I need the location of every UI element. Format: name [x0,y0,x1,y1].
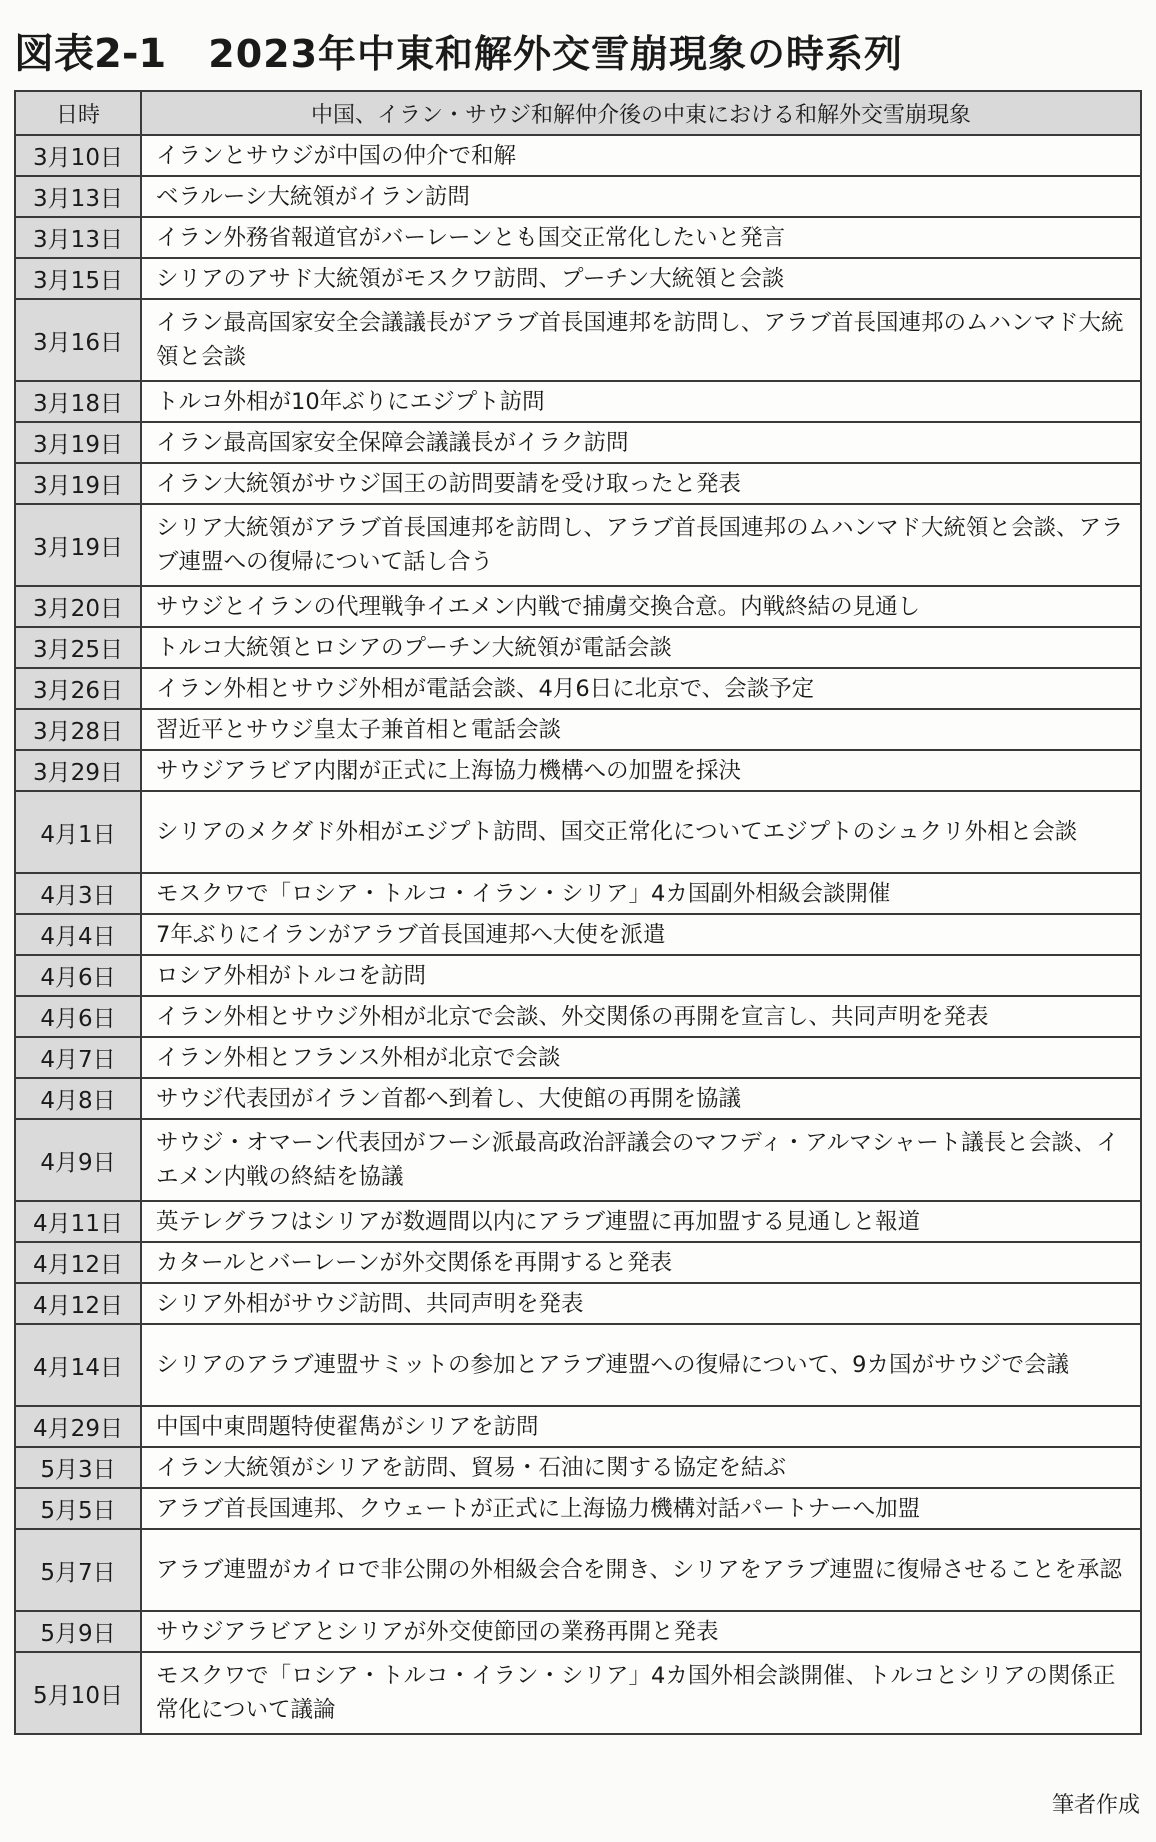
event-cell: モスクワで「ロシア・トルコ・イラン・シリア」4カ国副外相級会談開催 [141,873,1141,914]
table-row [15,996,1141,1037]
date-cell: 5月7日 [15,1529,141,1611]
event-cell: シリア外相がサウジ訪問、共同声明を発表 [141,1283,1141,1324]
event-cell: イラン外相とサウジ外相が北京で会談、外交関係の再開を宣言し、共同声明を発表 [141,996,1141,1037]
table-row [15,258,1141,299]
table-row [15,1611,1141,1652]
date-cell: 4月3日 [15,873,141,914]
event-cell: 中国中東問題特使翟雋がシリアを訪問 [141,1406,1141,1447]
date-cell: 3月29日 [15,750,141,791]
table-row [15,1447,1141,1488]
table-row [15,1324,1141,1406]
date-cell: 5月3日 [15,1447,141,1488]
figure-caption: 2023年中東和解外交雪崩現象の時系列 [208,31,904,76]
table-row [15,1406,1141,1447]
event-cell: ベラルーシ大統領がイラン訪問 [141,176,1141,217]
table-row [15,1201,1141,1242]
event-cell: イラン大統領がサウジ国王の訪問要請を受け取ったと発表 [141,463,1141,504]
event-cell: シリアのメクダド外相がエジプト訪問、国交正常化についてエジプトのシュクリ外相と会談 [141,791,1141,873]
table-row [15,586,1141,627]
date-cell: 4月29日 [15,1406,141,1447]
event-cell: イラン外相とサウジ外相が電話会談、4月6日に北京で、会談予定 [141,668,1141,709]
table-row [15,1652,1141,1734]
date-cell: 3月10日 [15,135,141,176]
event-cell: トルコ大統領とロシアのプーチン大統領が電話会談 [141,627,1141,668]
table-row [15,217,1141,258]
table-header-row [15,91,1141,135]
source-credit: 筆者作成 [1051,1793,1140,1818]
table-row [15,914,1141,955]
date-cell: 3月28日 [15,709,141,750]
date-cell: 3月18日 [15,381,141,422]
timeline-body [15,135,1141,1734]
table-row [15,668,1141,709]
event-cell: サウジ代表団がイラン首都へ到着し、大使館の再開を協議 [141,1078,1141,1119]
event-cell: シリア大統領がアラブ首長国連邦を訪問し、アラブ首長国連邦のムハンマド大統領と会談、アラブ連盟への復帰について話し合う [141,504,1141,586]
date-cell: 4月12日 [15,1283,141,1324]
event-cell: 7年ぶりにイランがアラブ首長国連邦へ大使を派遣 [141,914,1141,955]
date-cell: 3月26日 [15,668,141,709]
date-cell: 3月16日 [15,299,141,381]
table-row [15,176,1141,217]
header-event: 中国、イラン・サウジ和解仲介後の中東における和解外交雪崩現象 [141,91,1141,135]
table-row [15,1242,1141,1283]
event-cell: モスクワで「ロシア・トルコ・イラン・シリア」4カ国外相会談開催、トルコとシリアの関係正常化について議論 [141,1652,1141,1734]
date-cell: 4月12日 [15,1242,141,1283]
date-cell: 3月13日 [15,217,141,258]
event-cell: 英テレグラフはシリアが数週間以内にアラブ連盟に再加盟する見通しと報道 [141,1201,1141,1242]
event-cell: シリアのアラブ連盟サミットの参加とアラブ連盟への復帰について、9カ国がサウジで会議 [141,1324,1141,1406]
date-cell: 3月19日 [15,463,141,504]
table-row [15,873,1141,914]
date-cell: 3月20日 [15,586,141,627]
date-cell: 5月10日 [15,1652,141,1734]
event-cell: トルコ外相が10年ぶりにエジプト訪問 [141,381,1141,422]
table-row [15,627,1141,668]
date-cell: 3月25日 [15,627,141,668]
date-cell: 4月1日 [15,791,141,873]
table-row [15,504,1141,586]
table-row [15,1283,1141,1324]
event-cell: イラン外相とフランス外相が北京で会談 [141,1037,1141,1078]
event-cell: イラン大統領がシリアを訪問、貿易・石油に関する協定を結ぶ [141,1447,1141,1488]
table-row [15,422,1141,463]
table-row [15,1078,1141,1119]
table-row [15,1037,1141,1078]
date-cell: 4月9日 [15,1119,141,1201]
table-row [15,135,1141,176]
table-row [15,750,1141,791]
event-cell: アラブ首長国連邦、クウェートが正式に上海協力機構対話パートナーへ加盟 [141,1488,1141,1529]
event-cell: サウジアラビア内閣が正式に上海協力機構への加盟を採決 [141,750,1141,791]
date-cell: 3月19日 [15,422,141,463]
date-cell: 4月6日 [15,996,141,1037]
event-cell: サウジアラビアとシリアが外交使節団の業務再開と発表 [141,1611,1141,1652]
date-cell: 4月14日 [15,1324,141,1406]
event-cell: シリアのアサド大統領がモスクワ訪問、プーチン大統領と会談 [141,258,1141,299]
event-cell: アラブ連盟がカイロで非公開の外相級会合を開き、シリアをアラブ連盟に復帰させることを承認 [141,1529,1141,1611]
date-cell: 4月7日 [15,1037,141,1078]
event-cell: イラン外務省報道官がバーレーンとも国交正常化したいと発言 [141,217,1141,258]
timeline-table [14,90,1142,1735]
figure-title [14,22,903,78]
date-cell: 4月4日 [15,914,141,955]
event-cell: イラン最高国家安全会議議長がアラブ首長国連邦を訪問し、アラブ首長国連邦のムハンマド大統領と会談 [141,299,1141,381]
table-row [15,1529,1141,1611]
date-cell: 3月15日 [15,258,141,299]
date-cell: 5月5日 [15,1488,141,1529]
header-date: 日時 [15,91,141,135]
table-row [15,709,1141,750]
date-cell: 3月13日 [15,176,141,217]
table-row [15,381,1141,422]
date-cell: 5月9日 [15,1611,141,1652]
table-row [15,1119,1141,1201]
date-cell: 3月19日 [15,504,141,586]
table-row [15,1488,1141,1529]
event-cell: カタールとバーレーンが外交関係を再開すると発表 [141,1242,1141,1283]
table-row [15,791,1141,873]
date-cell: 4月6日 [15,955,141,996]
table-row [15,463,1141,504]
event-cell: サウジとイランの代理戦争イエメン内戦で捕虜交換合意。内戦終結の見通し [141,586,1141,627]
table-row [15,299,1141,381]
event-cell: サウジ・オマーン代表団がフーシ派最高政治評議会のマフディ・アルマシャート議長と会談、イエメン内戦の終結を協議 [141,1119,1141,1201]
event-cell: ロシア外相がトルコを訪問 [141,955,1141,996]
date-cell: 4月11日 [15,1201,141,1242]
table-row [15,955,1141,996]
event-cell: イラン最高国家安全保障会議議長がイラク訪問 [141,422,1141,463]
event-cell: 習近平とサウジ皇太子兼首相と電話会談 [141,709,1141,750]
event-cell: イランとサウジが中国の仲介で和解 [141,135,1141,176]
figure-number: 図表2-1 [14,30,167,77]
date-cell: 4月8日 [15,1078,141,1119]
